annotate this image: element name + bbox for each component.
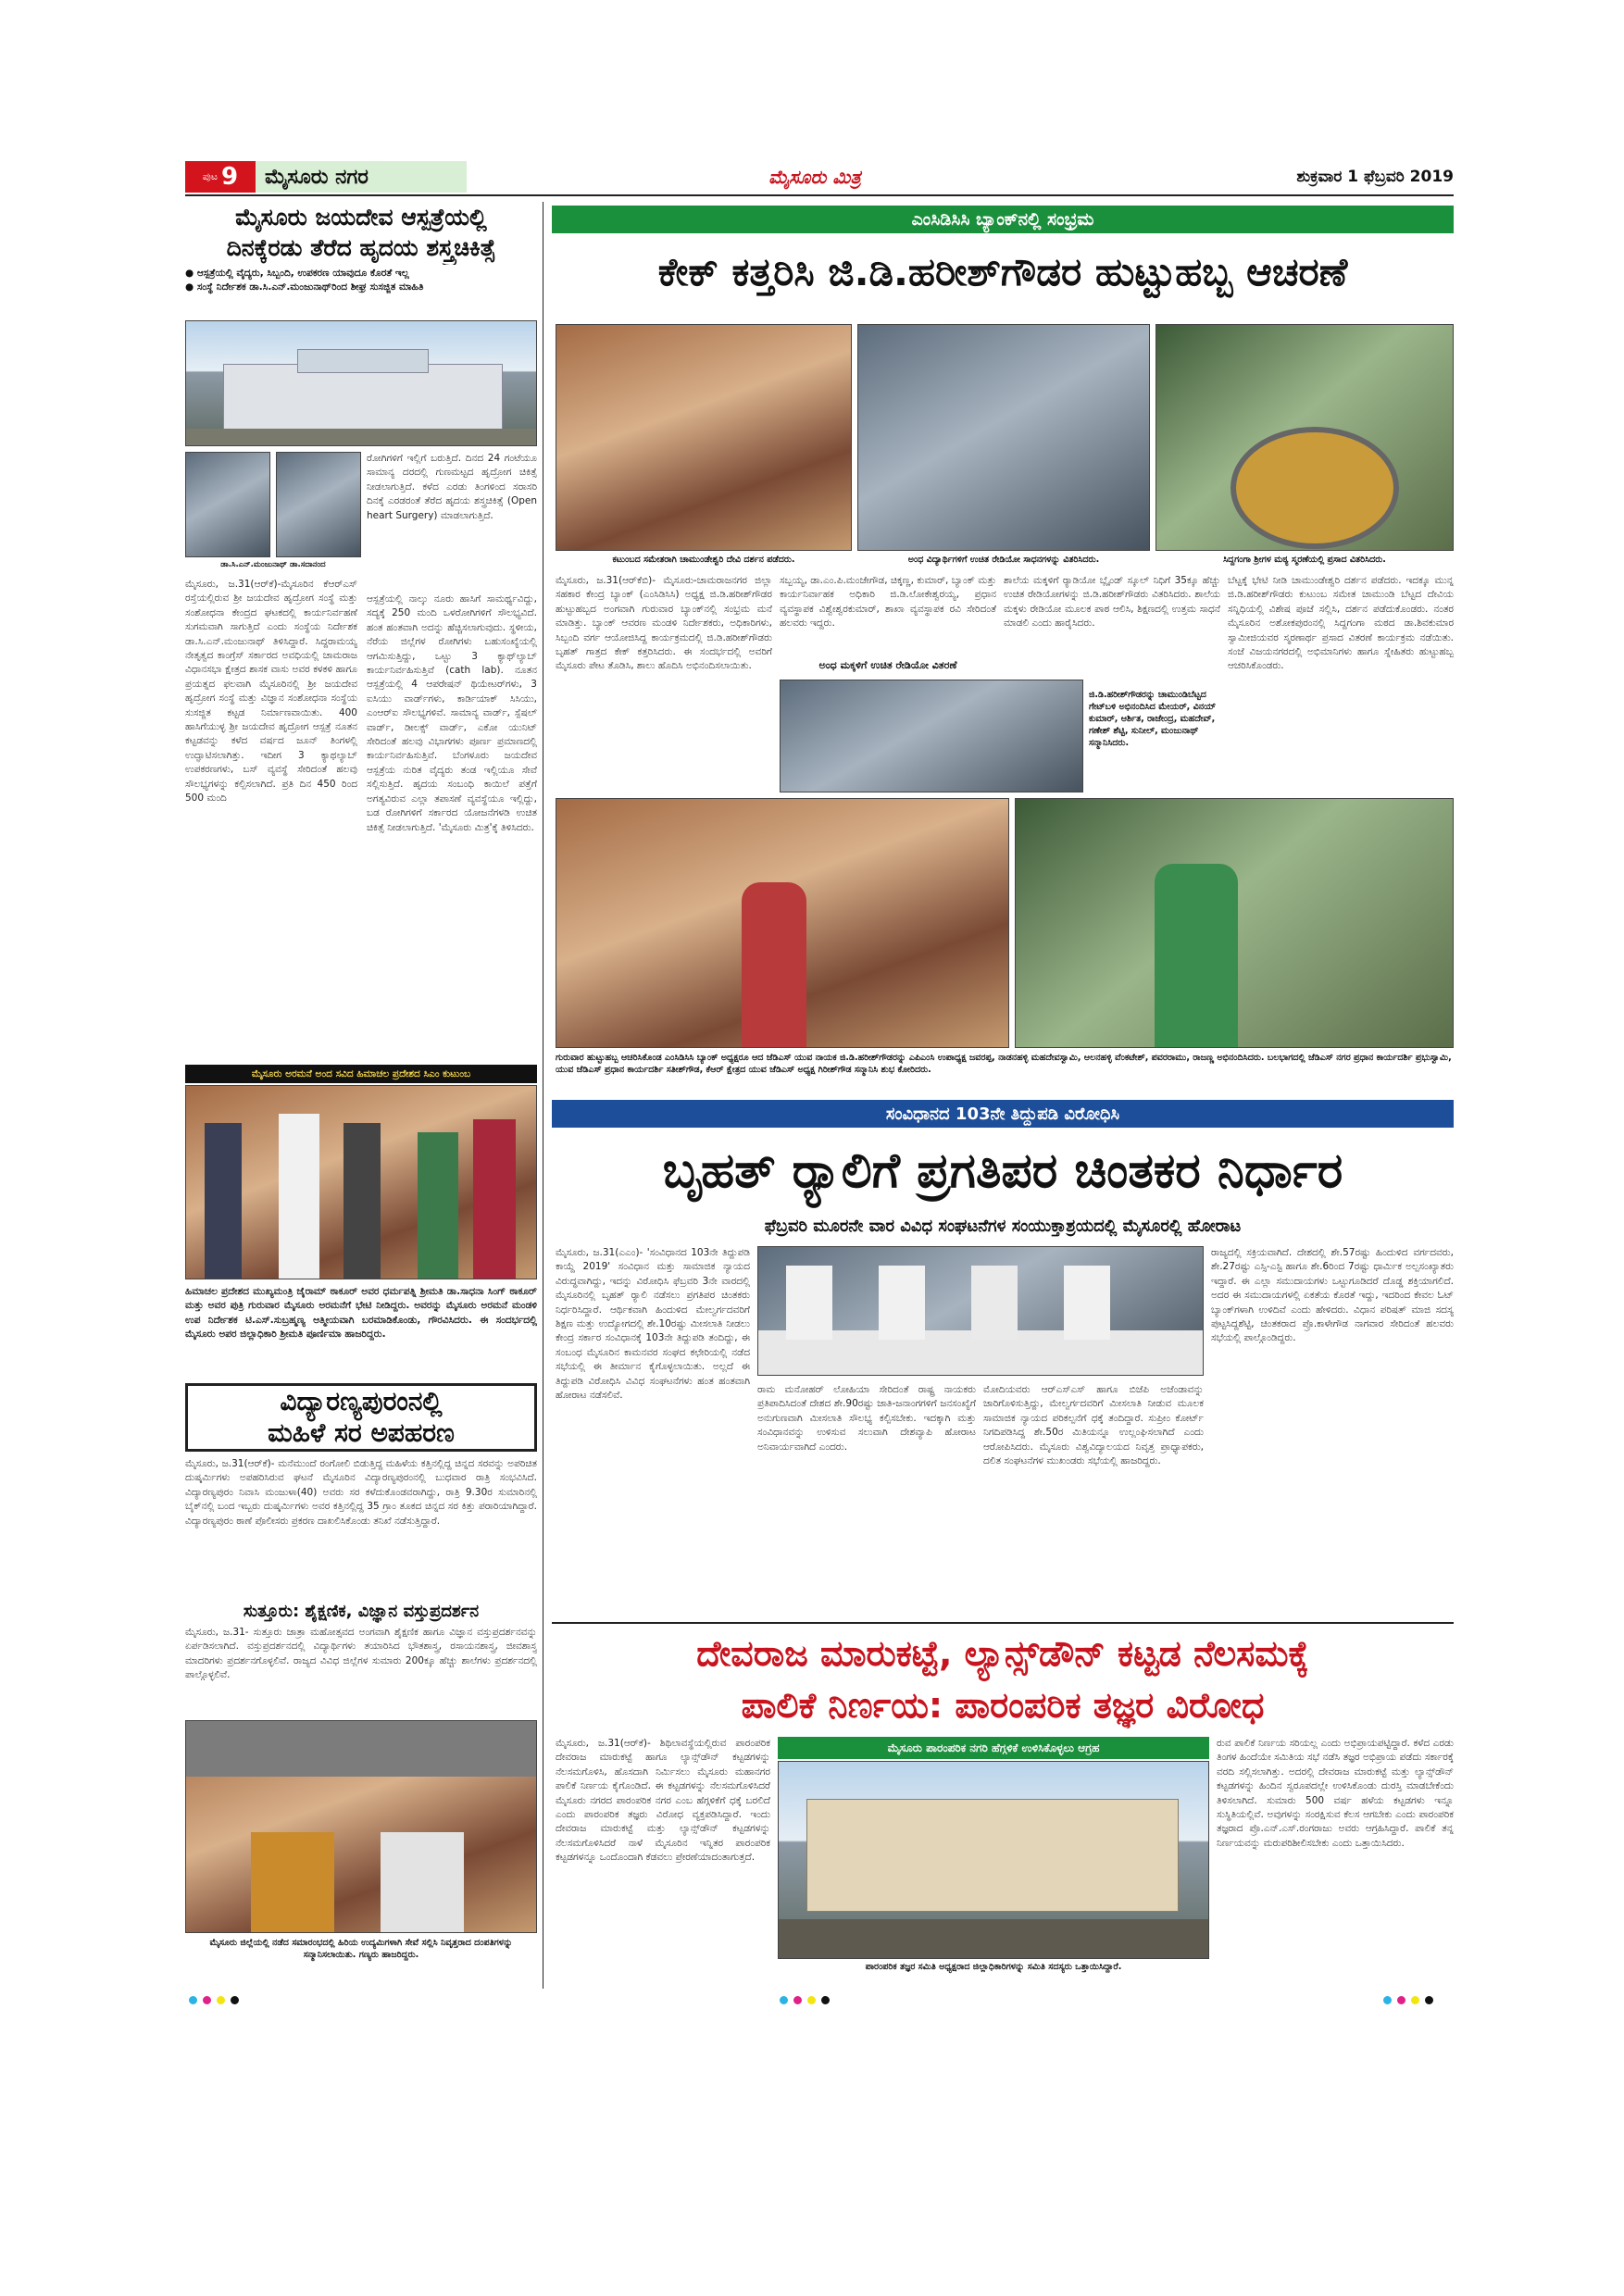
cake-photo-caption-1: ಕಟುಂಬದ ಸಮೇತರಾಗಿ ಚಾಮುಂಡೇಶ್ವರಿ ದೇವಿ ದರ್ಶನ ಪಡೆದರು.	[556, 554, 852, 568]
cake-inset-caption: ಜಿ.ಡಿ.ಹರೀಶ್‌ಗೌಡರನ್ನು ಚಾಮುಂಡಿಬೆಟ್ಟದ ಗೇಟ್‌ಬಳಿ ಅಭಿನಂದಿಸಿದ ಮೇಯರ್, ವಿನಯ್ ಕುಮಾರ್, ಆರ್ಶಿತ, ರಾಜೇಂದ್ರ, ಮಹದೇವ್, ಗಣೇಶ್ ಶೆಟ್ಟಿ, ಸುನೀಲ್, ಮಂಜುನಾಥ್ ಸನ್ಮಾನಿಸಿದರು.	[1089, 690, 1217, 748]
devaraja-headline-line1: ದೇವರಾಜ ಮಾರುಕಟ್ಟೆ, ಲ್ಯಾನ್ಸ್‌ಡೌನ್ ಕಟ್ಟಡ ನೆಲಸಮಕ್ಕೆ	[696, 1633, 1309, 1674]
devaraja-photo-caption: ಪಾರಂಪರಿಕ ತಜ್ಞರ ಸಮಿತಿ ಅಧ್ಯಕ್ಷರಾದ ಜಿಲ್ಲಾಧಿಕಾರಿಗಳನ್ನು ಸಮಿತಿ ಸದಸ್ಯರು ಒತ್ತಾಯಿಸಿದ್ದಾರೆ.	[778, 1961, 1209, 1989]
jayadeva-body-right: ರೋಗಿಗಳಿಗೆ ಇಲ್ಲಿಗೆ ಬರುತ್ತಿದೆ. ದಿನದ 24 ಗಂಟೆಯೂ ಸಾಮಾನ್ಯ ದರದಲ್ಲಿ ಗುಣಮಟ್ಟದ ಹೃದ್ರೋಗ ಚಿಕಿತ್ಸೆ ನೀಡಲಾಗುತ್ತಿದೆ. ಕಳೆದ ಎರಡು ತಿಂಗಳಿಂದ ಸರಾಸರಿ ದಿನಕ್ಕೆ ಎರಡರಂತೆ ತೆರೆದ ಹೃದಯ ಶಸ್ತ್ರಚಿಕಿತ್ಸೆ (Open heart Surgery) ಮಾಡಲಾಗುತ್ತಿದೆ.	[367, 453, 537, 521]
cake-body-col3: ಶಾಲೆಯ ಮಕ್ಕಳಿಗೆ ರ್‍ಯಾಡಿಯೋ ಬ್ಲೈಂಡ್ ಸ್ಕೂಲ್ ನಿಧಿಗೆ 35ಕ್ಕೂ ಹೆಚ್ಚು ಉಚಿತ ರೇಡಿಯೋಗಳನ್ನು ಜಿ.ಡಿ.ಹರೀಶ್‌ಗೌಡರು ವಿತರಿಸಿದರು. ಶಾಲೆಯ ಮಕ್ಕಳು ರೇಡಿಯೋ ಮೂಲಕ ಪಾಠ ಆಲಿಸಿ, ಶಿಕ್ಷಣದಲ್ಲಿ ಉತ್ತಮ ಸಾಧನೆ ಮಾಡಲಿ ಎಂದು ಹಾರೈಸಿದರು.	[1004, 575, 1220, 630]
cake-group-caption: ಗುರುವಾರ ಹುಟ್ಟುಹಬ್ಬ ಆಚರಿಸಿಕೊಂಡ ಎಂಸಿಡಿಸಿಸಿ ಬ್ಯಾಂಕ್ ಅಧ್ಯಕ್ಷರೂ ಆದ ಜೆಡಿಎಸ್ ಯುವ ನಾಯಕ ಜಿ.ಡಿ.ಹರೀಶ್‌ಗೌಡರನ್ನು ಎಪಿಎಂಸಿ ಉಪಾಧ್ಯಕ್ಷ ಜವರಪ್ಪ, ನಾಡನಹಳ್ಳಿ ಮಹದೇವಸ್ವಾಮಿ, ಆಲನಹಳ್ಳಿ ವೆಂಕಟೇಶ್, ಪವರರಾಮು, ರಾಜಣ್ಣ ಅಭಿನಂದಿಸಿದರು. ಬಲಭಾಗದಲ್ಲಿ ಜೆಡಿಎಸ್ ನಗರ ಪ್ರಧಾನ ಕಾರ್ಯದರ್ಶಿ ಪ್ರಭುಸ್ವಾಮಿ, ಯುವ ಜೆಡಿಎಸ್ ಪ್ರಧಾನ ಕಾರ್ಯದರ್ಶಿ ಸತೀಶ್‌ಗೌಡ, ಕೆಆರ್ ಕ್ಷೇತ್ರದ ಯುವ ಜೆಡಿಎಸ್ ಅಧ್ಯಕ್ಷ ಗಿರೀಶ್‌ಗೌಡ ಸನ್ಮಾನಿಸಿ ಶುಭ ಕೋರಿದರು.	[556, 1052, 1454, 1091]
color-marks-center	[780, 1996, 854, 2007]
devaraja-photo-tag-text: ಮೈಸೂರು ಪಾರಂಪರಿಕ ನಗರಿ ಹೆಗ್ಗಳಿಕೆ ಉಳಿಸಿಕೊಳ್ಳಲು ಆಗ್ರಹ	[887, 1741, 1100, 1754]
section-title	[256, 161, 467, 193]
section-title-text: ಮೈಸೂರು ನಗರ	[265, 165, 369, 189]
page-label: ಪುಟ	[202, 170, 219, 182]
science-headline: ಸುತ್ತೂರು: ಶೈಕ್ಷಣಿಕ, ವಿಜ್ಞಾನ ವಸ್ತುಪ್ರದರ್ಶನ	[243, 1602, 480, 1621]
cake-headline: ಕೇಕ್ ಕತ್ತರಿಸಿ ಜಿ.ಡಿ.ಹರೀಶ್‌ಗೌಡರ ಹುಟ್ಟುಹಬ್ಬ ಆಚರಣೆ	[657, 249, 1348, 294]
jayadeva-body-col2: ಆಸ್ಪತ್ರೆಯಲ್ಲಿ ನಾಲ್ಕು ನೂರು ಹಾಸಿಗೆ ಸಾಮರ್ಥ್ಯವಿದ್ದು, ಸದ್ಯಕ್ಕೆ 250 ಮಂದಿ ಒಳರೋಗಿಗಳಿಗೆ ಸೌಲಭ್ಯವಿದೆ. ಹಂತ ಹಂತವಾಗಿ ಅದನ್ನು ಹೆಚ್ಚಿಸಲಾಗುವುದು. ಸ್ಥಳೀಯ, ನೆರೆಯ ಜಿಲ್ಲೆಗಳ ರೋಗಿಗಳು ಬಹುಸಂಖ್ಯೆಯಲ್ಲಿ ಆಗಮಿಸುತ್ತಿದ್ದು, ಒಟ್ಟು 3 ಕ್ಯಾಥ್‌ಲ್ಯಾಬ್ ಕಾರ್ಯನಿರ್ವಹಿಸುತ್ತಿವೆ (cath lab). ನೂತನ ಆಸ್ಪತ್ರೆಯಲ್ಲಿ 4 ಆಪರೇಷನ್ ಥಿಯೇಟರ್‌ಗಳು, 3 ಐಸಿಯು ವಾರ್ಡ್‌ಗಳು, ಕಾರ್ಡಿಯಾಕ್ ಸಿಸಿಯು, ಎಂಆರ್‌ಐ ಸೌಲಭ್ಯಗಳಿವೆ. ಸಾಮಾನ್ಯ ವಾರ್ಡ್, ಸ್ಪೆಷಲ್ ವಾರ್ಡ್, ಡೀಲಕ್ಸ್ ವಾರ್ಡ್, ಎಕೋ ಯುನಿಟ್ ಸೇರಿದಂತೆ ಹಲವು ವಿಭಾಗಗಳು ಪೂರ್ಣ ಪ್ರಮಾಣದಲ್ಲಿ ಕಾರ್ಯನಿರ್ವಹಿಸುತ್ತಿವೆ. ಬೆಂಗಳೂರು ಜಯದೇವ ಆಸ್ಪತ್ರೆಯ ನುರಿತ ವೈದ್ಯರು ತಂಡ ಇಲ್ಲಿಯೂ ಸೇವೆ ಸಲ್ಲಿಸುತ್ತಿದೆ. ಹೃದಯ ಸಂಬಂಧಿ ಕಾಯಿಲೆ ಪತ್ತೆಗೆ ಅಗತ್ಯವಿರುವ ಎಲ್ಲಾ ತಪಾಸಣೆ ವ್ಯವಸ್ಥೆಯೂ ಇಲ್ಲಿದ್ದು, ಬಡ ರೋಗಿಗಳಿಗೆ ಸರ್ಕಾರದ ಯೋಜನೆಗಳಡಿ ಉಚಿತ ಚಿಕಿತ್ಸೆ ನೀಡಲಾಗುತ್ತಿದೆ. 'ಮೈಸೂರು ಮಿತ್ರ'ಕ್ಕೆ ತಿಳಿಸಿದರು.	[367, 593, 537, 833]
snatching-headline-line2: ಮಹಿಳೆ ಸರ ಅಪಹರಣ	[268, 1417, 455, 1448]
rally-press-photo	[757, 1246, 1204, 1376]
portrait-caption: ಡಾ.ಸಿ.ಎನ್.ಮಂಜುನಾಥ್ ಡಾ.ಸದಾನಂದ	[185, 559, 361, 574]
rally-kicker-bar	[552, 1100, 1454, 1128]
jayadeva-body-col1: ಮೈಸೂರು, ಜ.31(ಆರ್‌ಕೆ)-ಮೈಸೂರಿನ ಕೆಆರ್‌ಎಸ್ ರಸ್ತೆಯಲ್ಲಿರುವ ಶ್ರೀ ಜಯದೇವ ಹೃದ್ರೋಗ ಸಂಸ್ಥೆ ಮತ್ತು ಸಂಶೋಧನಾ ಕೇಂದ್ರದ ಘಟಕದಲ್ಲಿ ಕಾರ್ಯನಿರ್ವಹಣೆ ಸುಗಮವಾಗಿ ಸಾಗುತ್ತಿದೆ ಎಂದು ಸಂಸ್ಥೆಯ ನಿರ್ದೇಶಕ ಡಾ.ಸಿ.ಎನ್.ಮಂಜುನಾಥ್ ತಿಳಿಸಿದ್ದಾರೆ. ಸಿದ್ದರಾಮಯ್ಯ ನೇತೃತ್ವದ ಕಾಂಗ್ರೆಸ್ ಸರ್ಕಾರದ ಅವಧಿಯಲ್ಲಿ ಚಾಮರಾಜ ವಿಧಾನಸಭಾ ಕ್ಷೇತ್ರದ ಶಾಸಕ ವಾಸು ಅವರ ಕಳಕಳಿ ಹಾಗೂ ಪ್ರಯತ್ನದ ಫಲವಾಗಿ ಮೈಸೂರಿನಲ್ಲಿ ಶ್ರೀ ಜಯದೇವ ಹೃದ್ರೋಗ ಸಂಸ್ಥೆ ಮತ್ತು ವಿಜ್ಞಾನ ಸಂಶೋಧನಾ ಸಂಸ್ಥೆಯ ಸುಸಜ್ಜಿತ ಕಟ್ಟಡ ನಿರ್ಮಾಣವಾಯಿತು. 400 ಹಾಸಿಗೆಯುಳ್ಳ ಶ್ರೀ ಜಯದೇವ ಹೃದ್ರೋಗ ಆಸ್ಪತ್ರೆ ನೂತನ ಕಟ್ಟಡವನ್ನು ಕಳೆದ ವರ್ಷದ ಜೂನ್ ತಿಂಗಳಲ್ಲಿ ಉದ್ಘಾಟಿಸಲಾಗಿತ್ತು. ಇದೀಗ 3 ಕ್ಯಾಥಲ್ಯಾಬ್ ಉಪಕರಣಗಳು, ಬಸ್ ವ್ಯವಸ್ಥೆ ಸೇರಿದಂತೆ ಹಲವು ಸೌಲಭ್ಯಗಳನ್ನು ಕಲ್ಪಿಸಲಾಗಿದೆ. ಪ್ರತಿ ದಿನ 450 ರಿಂದ 500 ಮಂದಿ	[185, 579, 357, 805]
science-event-photo	[185, 1720, 537, 1933]
rally-body-col4: ಮೋದಿಯವರು ಆರ್‌ಎಸ್‌ಎಸ್ ಹಾಗೂ ಬಿಜೆಪಿ ಅಜೆಂಡಾವನ್ನು ಜಾರಿಗೊಳಿಸುತ್ತಿದ್ದು, ಮೇಲ್ವರ್ಗದವರಿಗೆ ಮೀಸಲಾತಿ ನೀಡುವ ಮೂಲಕ ಸಾಮಾಜಿಕ ನ್ಯಾಯದ ಪರಿಕಲ್ಪನೆಗೆ ಧಕ್ಕೆ ತಂದಿದ್ದಾರೆ. ಸುಪ್ರೀಂ ಕೋರ್ಟ್ ನಿಗದಿಪಡಿಸಿದ್ದ ಶೇ.50ರ ಮಿತಿಯನ್ನೂ ಉಲ್ಲಂಘಿಸಲಾಗಿದೆ ಎಂದು ಆರೋಪಿಸಿದರು. ಮೈಸೂರು ವಿಶ್ವವಿದ್ಯಾಲಯದ ನಿವೃತ್ತ ಪ್ರಾಧ್ಯಾಪಕರು, ದಲಿತ ಸಂಘಟನೆಗಳ ಮುಖಂಡರು ಸಭೆಯಲ್ಲಿ ಹಾಜರಿದ್ದರು.	[983, 1384, 1204, 1467]
rally-body-col2: ರಾಜ್ಯದಲ್ಲಿ ಸಕ್ರಿಯವಾಗಿದೆ. ದೇಶದಲ್ಲಿ ಶೇ.57ರಷ್ಟು ಹಿಂದುಳಿದ ವರ್ಗದವರು, ಶೇ.27ರಷ್ಟು ಎಸ್ಸಿ-ಎಸ್ಟಿ ಹಾಗೂ ಶೇ.6ರಿಂದ 7ರಷ್ಟು ಧಾರ್ಮಿಕ ಅಲ್ಪಸಂಖ್ಯಾತರು ಇದ್ದಾರೆ. ಈ ಎಲ್ಲಾ ಸಮುದಾಯಗಳು ಒಟ್ಟುಗೂಡಿದರೆ ದೊಡ್ಡ ಶಕ್ತಿಯಾಗಲಿದೆ. ಅದರ ಈ ಸಮುದಾಯಗಳಲ್ಲಿ ಏಕತೆಯ ಕೊರತೆ ಇದ್ದು, ಇದರಿಂದ ಕೇವಲ ಓಟ್ ಬ್ಯಾಂಕ್‌ಗಳಾಗಿ ಉಳಿದಿವೆ ಎಂದು ಹೇಳಿದರು. ವಿಧಾನ ಪರಿಷತ್ ಮಾಜಿ ಸದಸ್ಯ ಪುಟ್ಟಸಿದ್ದಶೆಟ್ಟಿ, ಚಿಂತಕರಾದ ಪ್ರೊ.ಕಾಳೇಗೌಡ ನಾಗವಾರ ಸೇರಿದಂತೆ ಹಲವರು ಸಭೆಯಲ್ಲಿ ಪಾಲ್ಗೊಂಡಿದ್ದರು.	[1211, 1247, 1454, 1344]
rally-headline: ಬೃಹತ್ ರ್‍ಯಾಲಿಗೆ ಪ್ರಗತಿಪರ ಚಿಂತಕರ ನಿರ್ಧಾರ	[662, 1143, 1343, 1199]
cake-group-photo-1	[556, 798, 1009, 1048]
cake-subheading: ಅಂಧ ಮಕ್ಕಳಿಗೆ ಉಚಿತ ರೇಡಿಯೋ ವಿತರಣೆ	[818, 659, 957, 671]
jayadeva-headline	[185, 202, 537, 265]
devaraja-photo-tag	[778, 1737, 1209, 1759]
cake-body-col4: ಬೆಟ್ಟಕ್ಕೆ ಭೇಟಿ ನೀಡಿ ಚಾಮುಂಡೇಶ್ವರಿ ದರ್ಶನ ಪಡೆದರು. ಇದಕ್ಕೂ ಮುನ್ನ ಜಿ.ಡಿ.ಹರೀಶ್‌ಗೌಡರು ಕುಟುಂಬ ಸಮೇತ ಚಾಮುಂಡಿ ಬೆಟ್ಟದ ದೇವಿಯ ಸನ್ನಿಧಿಯಲ್ಲಿ ವಿಶೇಷ ಪೂಜೆ ಸಲ್ಲಿಸಿ, ದರ್ಶನ ಪಡೆದುಕೊಂಡರು. ನಂತರ ಮೈಸೂರಿನ ಅಶೋಕಪುರಂನಲ್ಲಿ ಸಿದ್ದಗಂಗಾ ಮಠದ ಡಾ.ಶಿವಕುಮಾರ ಸ್ವಾಮೀಜಿಯವರ ಸ್ಮರಣಾರ್ಥ ಪ್ರಸಾದ ವಿತರಣೆ ಕಾರ್ಯಕ್ರಮ ನಡೆಯಿತು. ಸಂಜೆ ವಿಜಯನಗರದಲ್ಲಿ ಅಭಿಮಾನಿಗಳು ಹಾಗೂ ಸ್ನೇಹಿತರು ಹುಟ್ಟುಹಬ್ಬ ಆಚರಿಸಿಕೊಂಡರು.	[1228, 575, 1454, 672]
cake-photo-caption-3: ಸಿದ್ದಗಂಗಾ ಶ್ರೀಗಳ ಮಠ್ಯ ಸ್ಮರಣೆಯಲ್ಲಿ ಪ್ರಸಾದ ವಿತರಿಸಿದರು.	[1156, 554, 1454, 568]
page-number: 9	[221, 163, 239, 191]
devaraja-body-right: ರುವ ಪಾಲಿಕೆ ನಿರ್ಣಯ ಸರಿಯಲ್ಲ ಎಂದು ಅಭಿಪ್ರಾಯಪಟ್ಟಿದ್ದಾರೆ. ಕಳೆದ ಎರಡು ತಿಂಗಳ ಹಿಂದೆಯೇ ಸಮಿತಿಯ ಸಭೆ ನಡೆಸಿ ತಜ್ಞರ ಅಭಿಪ್ರಾಯ ಪಡೆದು ಸರ್ಕಾರಕ್ಕೆ ವರದಿ ಸಲ್ಲಿಸಲಾಗಿತ್ತು. ಅದರಲ್ಲಿ ದೇವರಾಜ ಮಾರುಕಟ್ಟೆ ಮತ್ತು ಲ್ಯಾನ್ಸ್‌ಡೌನ್ ಕಟ್ಟಡಗಳನ್ನು ಹಿಂದಿನ ಸ್ವರೂಪದಲ್ಲೇ ಉಳಿಸಿಕೊಂಡು ದುರಸ್ತಿ ಮಾಡಬೇಕೆಂದು ತಿಳಿಸಲಾಗಿದೆ. ಸುಮಾರು 500 ವರ್ಷ ಹಳೆಯ ಕಟ್ಟಡಗಳು ಇನ್ನೂ ಸುಸ್ಥಿತಿಯಲ್ಲಿವೆ. ಅವುಗಳನ್ನು ಸಂರಕ್ಷಿಸುವ ಕೆಲಸ ಆಗಬೇಕು ಎಂದು ಪಾರಂಪರಿಕ ತಜ್ಞರಾದ ಪ್ರೊ.ಎನ್.ಎಸ್.ರಂಗರಾಜು ಅವರು ಆಗ್ರಹಿಸಿದ್ದಾರೆ. ಪಾಲಿಕೆ ತನ್ನ ನಿರ್ಣಯವನ್ನು ಮರುಪರಿಶೀಲಿಸಬೇಕು ಎಂದು ಒತ್ತಾಯಿಸಿದರು.	[1217, 1738, 1454, 1849]
devaraja-top-rule	[552, 1622, 1454, 1624]
masthead	[185, 161, 1454, 193]
masthead-date	[1204, 161, 1454, 193]
cake-group-photo-2	[1015, 798, 1454, 1048]
devaraja-headline	[552, 1628, 1454, 1731]
cake-inset-photo	[780, 680, 1083, 792]
rally-body-col1: ಮೈಸೂರು, ಜ.31(ಎಎಂ)- 'ಸಂವಿಧಾನದ 103ನೇ ತಿದ್ದುಪಡಿ ಕಾಯ್ದೆ 2019' ಸಂವಿಧಾನ ಮತ್ತು ಸಾಮಾಜಿಕ ನ್ಯಾಯದ ವಿರುದ್ಧವಾಗಿದ್ದು, ಇದನ್ನು ವಿರೋಧಿಸಿ ಫೆಬ್ರವರಿ 3ನೇ ವಾರದಲ್ಲಿ ಮೈಸೂರಿನಲ್ಲಿ ಬೃಹತ್ ರ್‍ಯಾಲಿ ನಡೆಸಲು ಪ್ರಗತಿಪರ ಚಿಂತಕರು ನಿರ್ಧರಿಸಿದ್ದಾರೆ. ಆರ್ಥಿಕವಾಗಿ ಹಿಂದುಳಿದ ಮೇಲ್ವರ್ಗದವರಿಗೆ ಶಿಕ್ಷಣ ಮತ್ತು ಉದ್ಯೋಗದಲ್ಲಿ ಶೇ.10ರಷ್ಟು ಮೀಸಲಾತಿ ನೀಡಲು ಕೇಂದ್ರ ಸರ್ಕಾರ ಸಂವಿಧಾನಕ್ಕೆ 103ನೇ ತಿದ್ದುಪಡಿ ತಂದಿದ್ದು, ಈ ಸಂಬಂಧ ಮೈಸೂರಿನ ಕಾಮನವರ ಸಂಘದ ಕಛೇರಿಯಲ್ಲಿ ನಡೆದ ಸಭೆಯಲ್ಲಿ ಈ ತೀರ್ಮಾನ ಕೈಗೊಳ್ಳಲಾಯಿತು. ಅಲ್ಲದೆ ಈ ತಿದ್ದುಪಡಿ ವಿರೋಧಿಸಿ ವಿವಿಧ ಸಂಘಟನೆಗಳು ಹಂತ ಹಂತವಾಗಿ ಹೋರಾಟ ನಡೆಸಲಿವೆ.	[556, 1247, 750, 1402]
felicitation-ribbon-text: ಮೈಸೂರು ಅರಮನೆ ಅಂದ ಸವಿದ ಹಿಮಾಚಲ ಪ್ರದೇಶದ ಸಿಎಂ ಕುಟುಂಬ	[251, 1067, 471, 1079]
cake-photo-prasada	[1156, 324, 1454, 551]
snatching-body: ಮೈಸೂರು, ಜ.31(ಆರ್‌ಕೆ)- ಮನೆಮುಂದೆ ರಂಗೋಲಿ ಬಿಡುತ್ತಿದ್ದ ಮಹಿಳೆಯ ಕತ್ತಿನಲ್ಲಿದ್ದ ಚಿನ್ನದ ಸರವನ್ನು ಅಪರಿಚಿತ ದುಷ್ಕರ್ಮಿಗಳು ಅಪಹರಿಸಿರುವ ಘಟನೆ ಮೈಸೂರಿನ ವಿದ್ಯಾರಣ್ಯಪುರಂನಲ್ಲಿ ಬುಧವಾರ ರಾತ್ರಿ ಸಂಭವಿಸಿದೆ. ವಿದ್ಯಾರಣ್ಯಪುರಂ ನಿವಾಸಿ ಮಂಜುಳಾ(40) ಅವರು ಸರ ಕಳೆದುಕೊಂಡವರಾಗಿದ್ದು, ರಾತ್ರಿ 9.30ರ ಸುಮಾರಿನಲ್ಲಿ ಬೈಕ್‌ನಲ್ಲಿ ಬಂದ ಇಬ್ಬರು ದುಷ್ಕರ್ಮಿಗಳು ಅವರ ಕತ್ತಿನಲ್ಲಿದ್ದ 35 ಗ್ರಾಂ ತೂಕದ ಚಿನ್ನದ ಸರ ಕಿತ್ತು ಪರಾರಿಯಾಗಿದ್ದಾರೆ. ವಿದ್ಯಾರಣ್ಯಪುರಂ ಠಾಣೆ ಪೊಲೀಸರು ಪ್ರಕರಣ ದಾಖಲಿಸಿಕೊಂಡು ತನಿಖೆ ನಡೆಸುತ್ತಿದ್ದಾರೆ.	[185, 1458, 537, 1527]
date-text: ಶುಕ್ರವಾರ 1 ಫೆಬ್ರವರಿ 2019	[1296, 168, 1454, 186]
cake-photo-caption-2: ಅಂಧ ವಿದ್ಯಾರ್ಥಿಗಳಿಗೆ ಉಚಿತ ರೇಡಿಯೋ ಸಾಧನಗಳನ್ನು ವಿತರಿಸಿದರು.	[857, 554, 1150, 568]
science-photo-caption: ಮೈಸೂರು ಜಿಲ್ಲೆಯಲ್ಲಿ ನಡೆದ ಸಮಾರಂಭದಲ್ಲಿ ಹಿರಿಯ ಉದ್ಯಮಿಗಳಾಗಿ ಸೇವೆ ಸಲ್ಲಿಸಿ ನಿವೃತ್ತರಾದ ದಂಪತಿಗಳನ್ನು ಸನ್ಮಾನಿಸಲಾಯಿತು. ಗಣ್ಯರು ಹಾಜರಿದ್ದರು.	[185, 1937, 537, 1989]
logo-text: ಮೈಸೂರು ಮಿತ್ರ	[768, 166, 861, 188]
cake-kicker-text: ಎಂಸಿಡಿಸಿಸಿ ಬ್ಯಾಂಕ್‌ನಲ್ಲಿ ಸಂಭ್ರಮ	[911, 209, 1094, 230]
devaraja-headline-line2: ಪಾಲಿಕೆ ನಿರ್ಣಯ: ಪಾರಂಪರಿಕ ತಜ್ಞರ ವಿರೋಧ	[741, 1685, 1265, 1726]
cake-body-col1: ಮೈಸೂರು, ಜ.31(ಆರ್‌ಕೆಬಿ)- ಮೈಸೂರು-ಚಾಮರಾಜನಗರ ಜಿಲ್ಲಾ ಸಹಕಾರ ಕೇಂದ್ರ ಬ್ಯಾಂಕ್ (ಎಂಸಿಡಿಸಿಸಿ) ಅಧ್ಯಕ್ಷ ಜಿ.ಡಿ.ಹರೀಶ್‌ಗೌಡರ ಹುಟ್ಟುಹಬ್ಬದ ಅಂಗವಾಗಿ ಗುರುವಾರ ಬ್ಯಾಂಕ್‌ನಲ್ಲಿ ಸಂಭ್ರಮ ಮನೆ ಮಾಡಿತ್ತು. ಬ್ಯಾಂಕ್ ಆವರಣ ಮಂಡಳಿ ನಿರ್ದೇಶಕರು, ಅಧಿಕಾರಿಗಳು, ಸಿಬ್ಬಂದಿ ವರ್ಗ ಆಯೋಜಿಸಿದ್ದ ಕಾರ್ಯಕ್ರಮದಲ್ಲಿ ಜಿ.ಡಿ.ಹರೀಶ್‌ಗೌಡರು ಬೃಹತ್ ಗಾತ್ರದ ಕೇಕ್ ಕತ್ತರಿಸಿದರು. ಈ ಸಂದರ್ಭದಲ್ಲಿ ಅವರಿಗೆ ಮೈಸೂರು ಪೇಟ ತೊಡಿಸಿ, ಶಾಲು ಹೊದಿಸಿ ಅಭಿನಂದಿಸಲಾಯಿತು.	[556, 575, 772, 672]
jayadeva-bullet-2: ● ಸಂಸ್ಥೆ ನಿರ್ದೇಶಕ ಡಾ.ಸಿ.ಎನ್.ಮಂಜುನಾಥ್‌ರಿಂದ ಶೀಘ್ರ ಸುಸಜ್ಜಿತ ಮಾಹಿತಿ	[185, 281, 424, 293]
snatching-headline-line1: ವಿದ್ಯಾರಣ್ಯಪುರಂನಲ್ಲಿ	[280, 1386, 443, 1416]
devaraja-body-left: ಮೈಸೂರು, ಜ.31(ಆರ್‌ಕೆ)- ಶಿಥಿಲಾವಸ್ಥೆಯಲ್ಲಿರುವ ಪಾರಂಪರಿಕ ದೇವರಾಜ ಮಾರುಕಟ್ಟೆ ಹಾಗೂ ಲ್ಯಾನ್ಸ್‌ಡೌನ್ ಕಟ್ಟಡಗಳನ್ನು ನೆಲಸಮಗೊಳಿಸಿ, ಹೊಸದಾಗಿ ನಿರ್ಮಿಸಲು ಮೈಸೂರು ಮಹಾನಗರ ಪಾಲಿಕೆ ನಿರ್ಣಯ ಕೈಗೊಂಡಿದೆ. ಈ ಕಟ್ಟಡಗಳನ್ನು ನೆಲಸಮಗೊಳಿಸಿದರೆ ಮೈಸೂರು ನಗರದ ಪಾರಂಪರಿಕ ನಗರ ಎಂಬ ಹೆಗ್ಗಳಿಕೆಗೆ ಧಕ್ಕೆ ಬರಲಿದೆ ಎಂದು ಪಾರಂಪರಿಕ ತಜ್ಞರು ವಿರೋಧ ವ್ಯಕ್ತಪಡಿಸಿದ್ದಾರೆ. ಇಂದು ದೇವರಾಜ ಮಾರುಕಟ್ಟೆ ಮತ್ತು ಲ್ಯಾನ್ಸ್‌ಡೌನ್ ಕಟ್ಟಡಗಳನ್ನು ನೆಲಸಮಗೊಳಿಸಿದರೆ ನಾಳೆ ಮೈಸೂರಿನ ಇನ್ನಿತರ ಪಾರಂಪರಿಕ ಕಟ್ಟಡಗಳನ್ನೂ ಒಂದೊಂದಾಗಿ ಕೆಡವಲು ಪ್ರೇರಣೆಯಾದಂತಾಗುತ್ತದೆ.	[556, 1738, 770, 1864]
felicitation-ribbon	[185, 1065, 537, 1083]
cake-photo-radio	[857, 324, 1150, 551]
felicitation-caption: ಹಿಮಾಚಲ ಪ್ರದೇಶದ ಮುಖ್ಯಮಂತ್ರಿ ಜೈರಾಮ್ ಠಾಕೂರ್ ಅವರ ಧರ್ಮಪತ್ನಿ ಶ್ರೀಮತಿ ಡಾ.ಸಾಧನಾ ಸಿಂಗ್ ಠಾಕೂರ್ ಮತ್ತು ಅವರ ಪುತ್ರಿ ಗುರುವಾರ ಮೈಸೂರು ಅರಮನೆಗೆ ಭೇಟಿ ನೀಡಿದ್ದರು. ಅವರನ್ನು ಮೈಸೂರು ಅರಮನೆ ಮಂಡಳಿ ಉಪ ನಿರ್ದೇಶಕ ಟಿ.ಎಸ್.ಸುಬ್ರಹ್ಮಣ್ಯ ಆತ್ಮೀಯವಾಗಿ ಬರಮಾಡಿಕೊಂಡು, ಗೌರವಿಸಿದರು. ಈ ಸಂದರ್ಭದಲ್ಲಿ ಮೈಸೂರು ಅಪರ ಜಿಲ್ಲಾಧಿಕಾರಿ ಶ್ರೀಮತಿ ಪೂರ್ಣಿಮಾ ಹಾಜರಿದ್ದರು.	[185, 1286, 537, 1341]
snatching-headline	[185, 1383, 537, 1452]
cake-photo-temple	[556, 324, 852, 551]
page-number-tag	[185, 161, 256, 193]
palace-visit-photo	[185, 1085, 537, 1279]
devaraja-market-photo	[778, 1761, 1209, 1959]
doctor-portrait-2	[276, 452, 361, 557]
rally-kicker-text: ಸಂವಿಧಾನದ 103ನೇ ತಿದ್ದುಪಡಿ ವಿರೋಧಿಸಿ	[885, 1104, 1120, 1124]
hospital-building-photo	[185, 320, 537, 446]
science-body: ಮೈಸೂರು, ಜ.31- ಸುತ್ತೂರು ಜಾತ್ರಾ ಮಹೋತ್ಸವದ ಅಂಗವಾಗಿ ಶೈಕ್ಷಣಿಕ ಹಾಗೂ ವಿಜ್ಞಾನ ವಸ್ತುಪ್ರದರ್ಶನವನ್ನು ಏರ್ಪಡಿಸಲಾಗಿದೆ. ವಸ್ತುಪ್ರದರ್ಶನದಲ್ಲಿ ವಿದ್ಯಾರ್ಥಿಗಳು ತಯಾರಿಸಿದ ಭೌತಶಾಸ್ತ್ರ, ರಸಾಯನಶಾಸ್ತ್ರ, ಜೀವಶಾಸ್ತ್ರ ಮಾದರಿಗಳು ಪ್ರದರ್ಶನಗೊಳ್ಳಲಿವೆ. ರಾಜ್ಯದ ವಿವಿಧ ಜಿಲ್ಲೆಗಳ ಸುಮಾರು 200ಕ್ಕೂ ಹೆಚ್ಚು ಶಾಲೆಗಳು ಪ್ರದರ್ಶನದಲ್ಲಿ ಪಾಲ್ಗೊಳ್ಳಲಿವೆ.	[185, 1627, 537, 1681]
masthead-logo	[731, 161, 898, 193]
color-marks-right	[1383, 1996, 1457, 2007]
jayadeva-headline-line1: ಮೈಸೂರು ಜಯದೇವ ಆಸ್ಪತ್ರೆಯಲ್ಲಿ	[235, 204, 487, 231]
cake-kicker-bar	[552, 206, 1454, 233]
rally-subhead: ಫೆಬ್ರವರಿ ಮೂರನೇ ವಾರ ವಿವಿಧ ಸಂಘಟನೆಗಳ ಸಂಯುಕ್ತಾಶ್ರಯದಲ್ಲಿ ಮೈಸೂರಲ್ಲಿ ಹೋರಾಟ	[764, 1217, 1242, 1236]
rally-body-col3: ರಾಮ ಮನೋಹರ್ ಲೋಹಿಯಾ ಸೇರಿದಂತೆ ರಾಷ್ಟ್ರ ನಾಯಕರು ಪ್ರತಿಪಾದಿಸಿದಂತೆ ದೇಶದ ಶೇ.90ರಷ್ಟು ಜಾತಿ-ಜನಾಂಗಗಳಿಗೆ ಜನಸಂಖ್ಯೆಗೆ ಅನುಗುಣವಾಗಿ ಮೀಸಲಾತಿ ಸೌಲಭ್ಯ ಕಲ್ಪಿಸಬೇಕು. ಇದಕ್ಕಾಗಿ ಮತ್ತು ಸಂವಿಧಾನವನ್ನು ಉಳಿಸುವ ಸಲುವಾಗಿ ದೇಶವ್ಯಾಪಿ ಹೋರಾಟ ಅನಿವಾರ್ಯವಾಗಿದೆ ಎಂದರು.	[757, 1384, 976, 1453]
color-marks-left	[189, 1996, 263, 2007]
doctor-portrait-1	[185, 452, 270, 557]
masthead-rule	[185, 194, 1454, 196]
cake-body-col2: ಸಬ್ಬಯ್ಯ, ಡಾ.ಎಂ.ಪಿ.ಮಂಜೇಗೌಡ, ಚಿಕ್ಕಣ್ಣ, ಕುಮಾರ್, ಬ್ಯಾಂಕ್ ಮತ್ತು ಕಾರ್ಯನಿರ್ವಾಹಕ ಅಧಿಕಾರಿ ಜಿ.ಡಿ.ಲೋಕೇಶ್ವರಯ್ಯ, ಪ್ರಧಾನ ವ್ಯವಸ್ಥಾಪಕ ವಿಶ್ವೇಶ್ವರಕುಮಾರ್, ಶಾಖಾ ವ್ಯವಸ್ಥಾಪಕ ರವಿ ಸೇರಿದಂತೆ ಹಲವರು ಇದ್ದರು.	[780, 575, 996, 630]
jayadeva-bullets	[185, 267, 537, 315]
jayadeva-bullet-1: ● ಆಸ್ಪತ್ರೆಯಲ್ಲಿ ವೈದ್ಯರು, ಸಿಬ್ಬಂದಿ, ಉಪಕರಣ ಯಾವುದೂ ಕೊರತೆ ಇಲ್ಲ	[185, 268, 409, 279]
jayadeva-headline-line2: ದಿನಕ್ಕೆರಡು ತೆರೆದ ಹೃದಯ ಶಸ್ತ್ರಚಿಕಿತ್ಸೆ	[226, 234, 496, 261]
